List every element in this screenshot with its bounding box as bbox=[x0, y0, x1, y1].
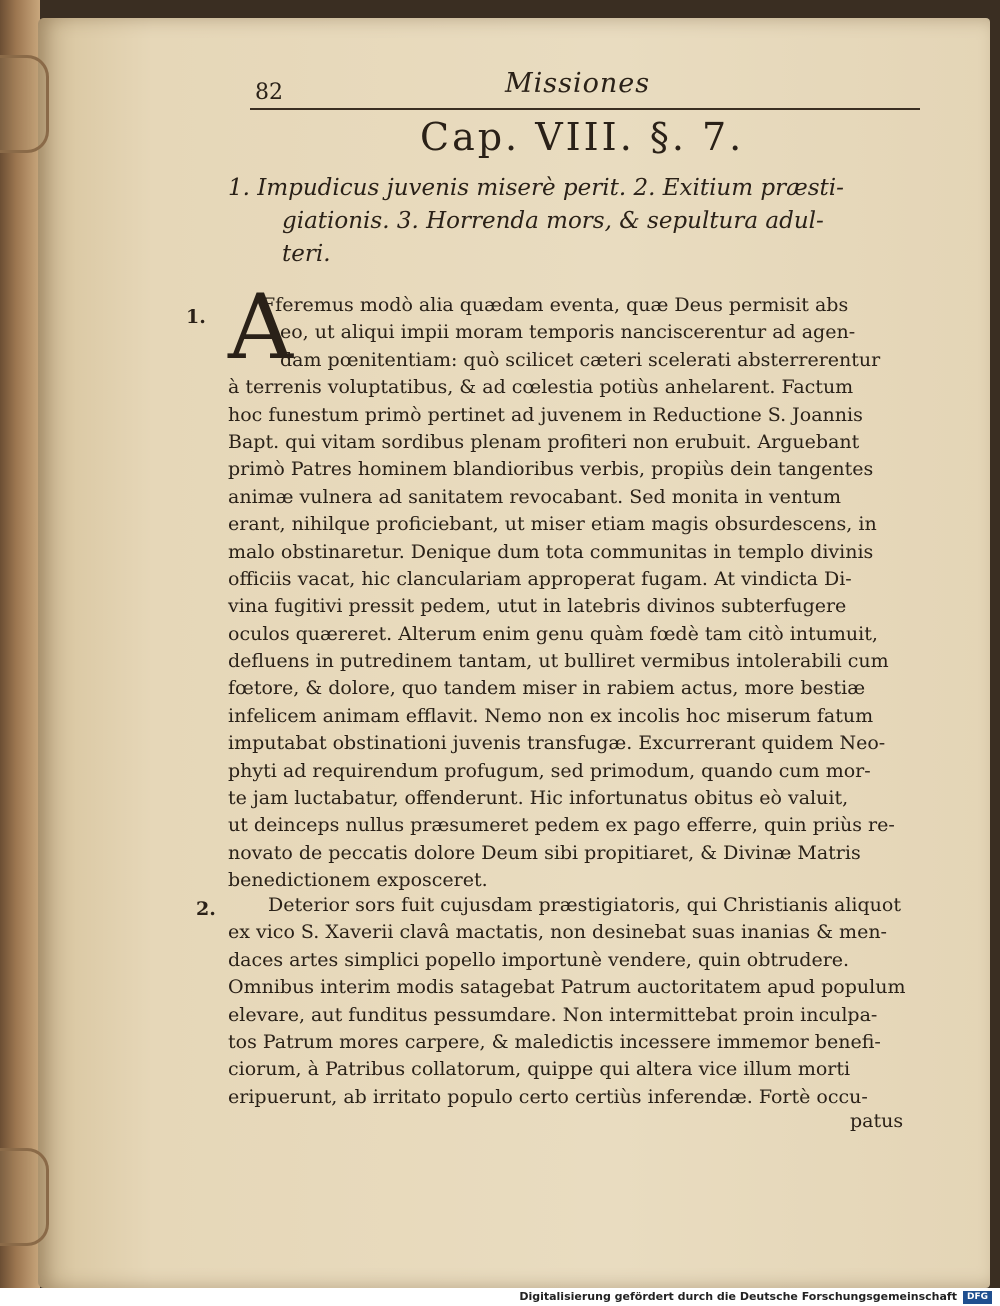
text-line: primò Patres hominem blandioribus verbis, propiùs dein tangentes bbox=[228, 458, 874, 481]
catchword: patus bbox=[850, 1110, 904, 1132]
text-line: oculos quæreret. Alterum enim genu quàm fœdè tam citò intumuit, bbox=[228, 622, 878, 645]
text-line: Bapt. qui vitam sordibus plenam profiteri non erubuit. Arguebant bbox=[228, 430, 860, 453]
section-marker-1: 1. bbox=[186, 306, 206, 328]
text-line: à terrenis voluptatibus, & ad cœlestia potiùs anhelarent. Factum bbox=[228, 376, 854, 399]
summary-line: giationis. 3. Horrenda mors, & sepultura adul- bbox=[282, 208, 824, 234]
text-line: eo, ut aliqui impii moram temporis nanciscerentur ad agen- bbox=[280, 321, 856, 344]
header-rule bbox=[250, 108, 920, 110]
text-line: defluens in putredinem tantam, ut bulliret vermibus intolerabili cum bbox=[228, 650, 889, 673]
running-head: Missiones bbox=[505, 68, 651, 99]
section-2-text bbox=[228, 892, 928, 1111]
text-line: hoc funestum primò pertinet ad juvenem in Reductione S. Joannis bbox=[228, 403, 863, 426]
text-line: Omnibus interim modis satagebat Patrum auctoritatem apud populum bbox=[228, 976, 906, 999]
text-line: Deterior sors fuit cujusdam præstigiatoris, qui Christianis aliquot bbox=[268, 894, 901, 916]
summary-line: 1. Impudicus juvenis miserè perit. 2. Exitium præsti- bbox=[228, 175, 844, 201]
dfg-logo-icon: DFG bbox=[963, 1291, 992, 1304]
section-1-text bbox=[228, 292, 928, 895]
summary-line: teri. bbox=[282, 241, 331, 267]
book-spine bbox=[0, 0, 40, 1306]
text-line: elevare, aut funditus pessumdare. Non intermittebat proin inculpa- bbox=[228, 1003, 878, 1026]
text-line: officiis vacat, hic clanculariam approperat fugam. At vindicta Di- bbox=[228, 567, 852, 590]
text-line: infelicem animam efflavit. Nemo non ex incolis hoc miserum fatum bbox=[228, 704, 874, 727]
clasp-bottom bbox=[0, 1148, 49, 1246]
text-line: ciorum, à Patribus collatorum, quippe qui altera vice illum morti bbox=[228, 1058, 851, 1081]
text-line: erant, nihilque proficiebant, ut miser etiam magis obsurdescens, in bbox=[228, 513, 877, 536]
text-line: dam pœnitentiam: quò scilicet cæteri scelerati absterrerentur bbox=[280, 348, 881, 371]
text-line: ex vico S. Xaverii clavâ mactatis, non desinebat suas inanias & men- bbox=[228, 921, 887, 944]
text-line: daces artes simplici popello importunè vendere, quin obtrudere. bbox=[228, 948, 850, 971]
text-line: eripuerunt, ab irritato populo certo certiùs inferendæ. Fortè occu- bbox=[228, 1085, 868, 1108]
text-line: benedictionem exposceret. bbox=[228, 869, 488, 892]
footer-credit: Digitalisierung gefördert durch die Deutsche Forschungsgemeinschaft bbox=[519, 1290, 957, 1303]
clasp-top bbox=[0, 55, 49, 153]
chapter-heading: Cap. VIII. §. 7. bbox=[420, 115, 745, 159]
text-line: fœtore, & dolore, quo tandem miser in rabiem actus, more bestiæ bbox=[228, 677, 866, 700]
text-line: vina fugitivi pressit pedem, utut in latebris divinos subterfugere bbox=[228, 595, 847, 618]
text-line: te jam luctabatur, offenderunt. Hic infortunatus obitus eò valuit, bbox=[228, 787, 849, 810]
section-marker-2: 2. bbox=[196, 898, 216, 920]
text-line: Fferemus modò alia quædam eventa, quæ Deus permisit abs bbox=[262, 294, 849, 316]
text-line: malo obstinaretur. Denique dum tota communitas in templo divinis bbox=[228, 540, 874, 563]
text-line: novato de peccatis dolore Deum sibi propitiaret, & Divinæ Matris bbox=[228, 841, 861, 864]
text-line: ut deinceps nullus præsumeret pedem ex pago efferre, quin priùs re- bbox=[228, 814, 895, 837]
chapter-summary bbox=[228, 172, 928, 271]
text-line: imputabat obstinationi juvenis transfugæ. Excurrerant quidem Neo- bbox=[228, 732, 886, 755]
page-number: 82 bbox=[255, 80, 283, 105]
text-line: tos Patrum mores carpere, & maledictis incessere immemor benefi- bbox=[228, 1030, 881, 1053]
drop-cap: A bbox=[228, 275, 293, 380]
text-line: animæ vulnera ad sanitatem revocabant. Sed monita in ventum bbox=[228, 485, 841, 508]
digitization-footer bbox=[0, 1288, 1000, 1306]
text-line: phyti ad requirendum profugum, sed primodum, quando cum mor- bbox=[228, 759, 871, 782]
